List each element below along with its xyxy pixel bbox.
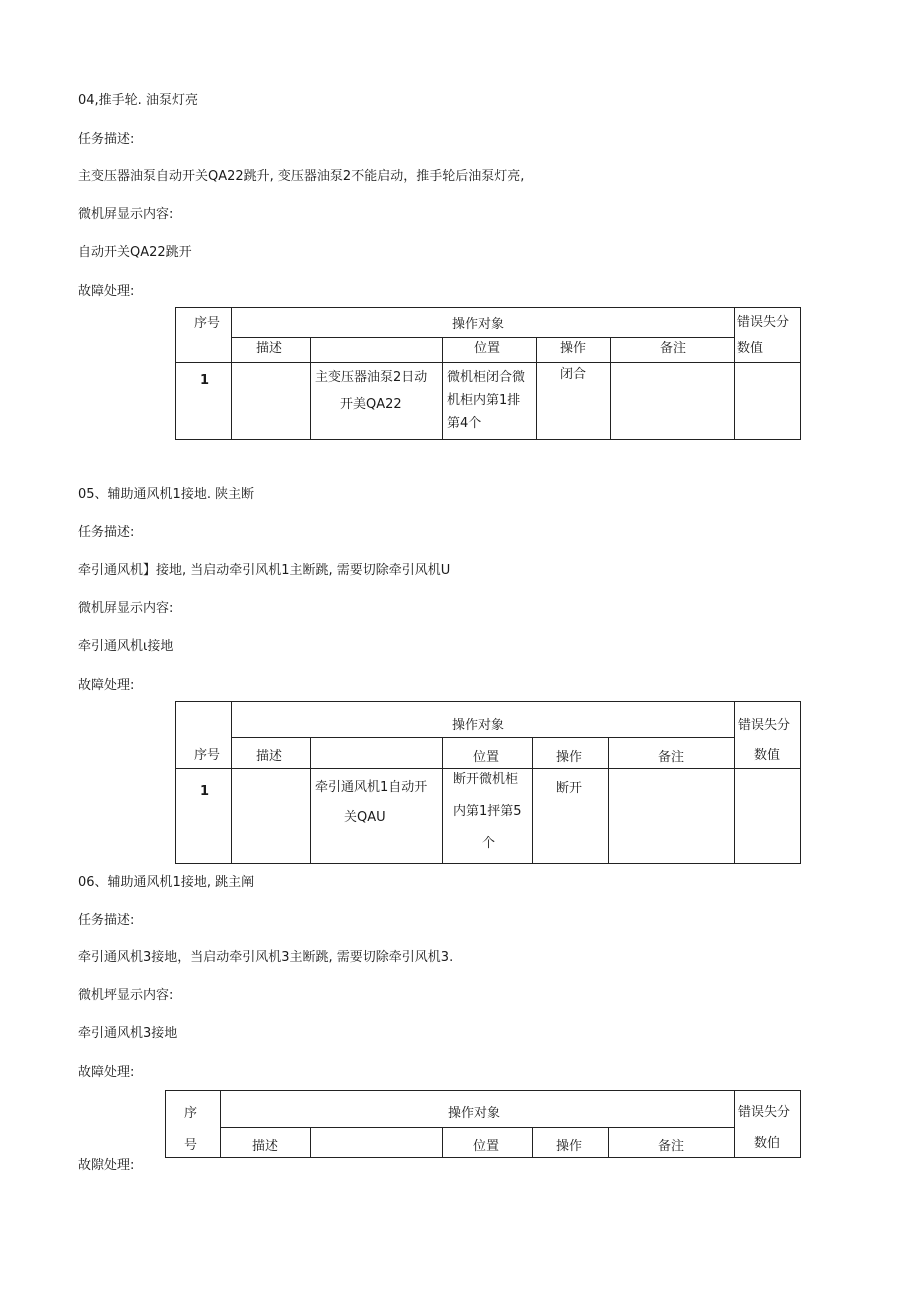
row-seq: 1 [200, 373, 210, 388]
header-error-score-line1: 错误失分 [738, 1105, 791, 1120]
task-description-label: 任务描述: [78, 525, 135, 540]
header-error-score-line2: 数值 [754, 748, 781, 763]
task-description-label: 任务描述: [78, 913, 135, 928]
row-operation: 断开 [556, 781, 583, 796]
task-description-text: 牵引通风机3接地，当启动牵引风机3主断跳, 需要切除牵引风机3. [78, 950, 454, 965]
fault-handling-label: 故障处理: [78, 1065, 135, 1080]
row-position-line2: 内第1抨第5 [453, 804, 522, 819]
header-seq-line1: 序 [184, 1106, 198, 1121]
header-note: 备注 [658, 750, 685, 765]
header-position: 位置 [474, 341, 501, 356]
header-error-score-line1: 错误失分 [738, 718, 791, 733]
header-description: 描述 [256, 749, 283, 764]
task-description-text: 牵引通风机】接地, 当启动牵引风机1主断跳, 需要切除牵引风机U [78, 563, 451, 578]
header-description: 描述 [252, 1139, 279, 1154]
header-operation: 操作 [556, 1139, 583, 1154]
header-seq-line2: 号 [184, 1138, 198, 1153]
row-object-line2: 开美QA22 [340, 397, 402, 412]
screen-display-text: 自动开关QA22跳开 [78, 245, 192, 260]
task-description-text: 主变压器油泵自动开关QA22跳升, 变压器油泵2不能启动，推手轮后油泵灯亮, [78, 169, 525, 184]
fault-handling-label: 故障处理: [78, 678, 135, 693]
screen-display-label: 微机坪显示内容: [78, 988, 174, 1003]
row-position-line1: 断开微机柜 [453, 772, 519, 787]
section-05-heading: 05、辅助通风机1接地. 陕主断 [78, 487, 255, 502]
row-object-line1: 牵引通风机1自动开 [315, 780, 428, 795]
row-seq: 1 [200, 784, 210, 799]
fault-table-06 [165, 1090, 801, 1158]
row-operation: 闭合 [560, 367, 587, 382]
screen-display-text: 牵引通风机ι接地 [78, 639, 174, 654]
row-position-line1: 微机柜闭合微 [447, 370, 526, 385]
header-position: 位置 [473, 1139, 500, 1154]
screen-display-label: 微机屏显示内容: [78, 207, 174, 222]
header-seq: 序号 [194, 316, 221, 331]
row-object-line2: 关QAU [344, 810, 386, 825]
task-description-label: 任务描述: [78, 132, 135, 147]
header-seq: 序号 [194, 748, 221, 763]
header-operation: 操作 [560, 341, 587, 356]
fault-handling-footer: 故隙处理: [78, 1158, 135, 1173]
header-error-score: 错误失分数值 [737, 315, 790, 356]
section-06-heading: 06、辅助通风机1接地, 跳主阐 [78, 875, 255, 890]
fault-table-05 [175, 701, 801, 864]
header-note: 备注 [658, 1139, 685, 1154]
screen-display-label: 微机屏显示内容: [78, 601, 174, 616]
screen-display-text: 牵引通风机3接地 [78, 1026, 178, 1041]
header-operation-object: 操作对象 [452, 718, 505, 733]
header-operation-object: 操作对象 [452, 317, 505, 332]
header-operation: 操作 [556, 750, 583, 765]
section-04-heading: 04,推手轮. 油泵灯亮 [78, 93, 198, 108]
row-position-line3: 个 [482, 836, 496, 851]
header-description: 描述 [256, 341, 283, 356]
header-error-score-line2: 数伯 [754, 1136, 781, 1151]
row-object-line1: 主变压器油泵2日动 [315, 370, 428, 385]
row-position-line3: 第4个 [447, 416, 482, 431]
header-position: 位置 [473, 750, 500, 765]
header-operation-object: 操作对象 [448, 1106, 501, 1121]
fault-table-04 [175, 307, 801, 440]
row-position-line2: 机柜内第1排 [447, 393, 521, 408]
header-note: 备注 [660, 341, 687, 356]
fault-handling-label: 故障处理: [78, 284, 135, 299]
